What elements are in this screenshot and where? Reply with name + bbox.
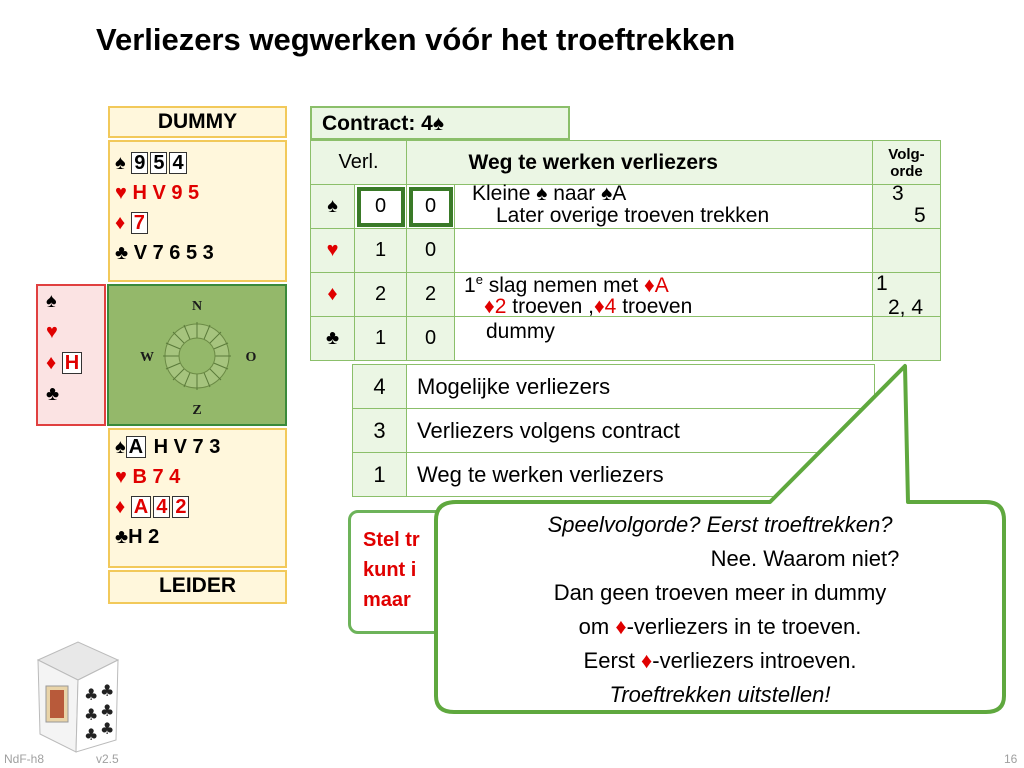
hint-box: Stel tr kunt i maar xyxy=(348,510,498,634)
heart-icon: ♥ xyxy=(115,466,127,488)
slide-title: Verliezers wegwerken vóór het troeftrekken xyxy=(96,22,736,57)
diamond-order-2: 2, 4 xyxy=(888,296,924,319)
suit-diamond: ♦ xyxy=(311,273,355,317)
dummy-label: DUMMY xyxy=(108,106,287,138)
diamond-icon: ♦ xyxy=(115,212,126,234)
leader-diamond-card: 4 xyxy=(153,496,170,518)
suit-club: ♣ xyxy=(311,317,355,361)
dummy-spade-card: 4 xyxy=(169,152,186,174)
svg-text:♣: ♣ xyxy=(100,701,115,720)
dummy-hearts: H V 9 5 xyxy=(132,182,200,204)
footer-version: v2.5 xyxy=(96,752,119,766)
heart-weg: 0 xyxy=(407,229,455,273)
spade-order-1: 3 xyxy=(892,182,904,205)
diamond-note-3: dummy xyxy=(486,320,555,343)
club-weg: 0 xyxy=(407,317,455,361)
callout-line: Dan geen troeven meer in dummy xyxy=(553,580,887,605)
leader-spade-card: A xyxy=(126,436,146,458)
summary-count: 1 xyxy=(353,453,407,497)
compass-east: O xyxy=(245,350,257,365)
footer-id: NdF-h8 xyxy=(4,752,45,766)
spade-note-2: Later overige troeven trekken xyxy=(496,204,770,227)
spade-icon: ♠ xyxy=(46,290,57,312)
leader-spades: H V 7 3 xyxy=(153,436,221,458)
suit-spade: ♠ xyxy=(311,185,355,229)
spade-note-1: Kleine ♠ naar ♠A xyxy=(472,182,627,205)
spade-icon: ♠ xyxy=(115,152,126,174)
summary-label: Verliezers volgens contract xyxy=(407,409,875,453)
heart-losers: 1 xyxy=(355,229,407,273)
summary-label: Mogelijke verliezers xyxy=(407,365,875,409)
compass-west: W xyxy=(140,350,154,365)
svg-text:♣: ♣ xyxy=(84,685,99,704)
header-verl: Verl. xyxy=(311,141,407,185)
heart-icon: ♥ xyxy=(115,182,127,204)
diamond-note-2: ♦2 troeven ,♦4 troeven xyxy=(484,295,693,318)
club-icon: ♣ xyxy=(115,526,129,548)
callout-line: Speelvolgorde? Eerst troeftrekken? xyxy=(547,512,893,537)
compass-south: Z xyxy=(192,403,202,418)
header-weg: Weg te werken verliezers xyxy=(455,141,873,185)
club-icon: ♣ xyxy=(115,242,129,264)
club-losers: 1 xyxy=(355,317,407,361)
club-icon: ♣ xyxy=(46,383,60,405)
dummy-diamond-card: 7 xyxy=(131,212,148,234)
leader-hearts: B 7 4 xyxy=(132,466,181,488)
svg-text:♣: ♣ xyxy=(84,705,99,724)
diamond-note-1: 1e slag nemen met ♦A xyxy=(464,272,669,297)
callout-line: om ♦-verliezers in te troeven. xyxy=(578,614,862,639)
leader-diamond-card: A xyxy=(131,496,151,518)
callout-line: Nee. Waarom niet? xyxy=(710,546,900,571)
summary-count: 4 xyxy=(353,365,407,409)
spade-losers: 0 xyxy=(355,185,407,229)
svg-text:♣: ♣ xyxy=(100,719,115,738)
dummy-clubs: V 7 6 5 3 xyxy=(133,242,214,264)
suit-heart: ♥ xyxy=(311,229,355,273)
diamond-weg: 2 xyxy=(407,273,455,317)
spade-weg: 0 xyxy=(407,185,455,229)
leader-label: LEIDER xyxy=(108,570,287,604)
dummy-spade-card: 5 xyxy=(150,152,167,174)
diamond-icon: ♦ xyxy=(46,352,57,374)
heart-icon: ♥ xyxy=(46,321,58,343)
summary-count: 3 xyxy=(353,409,407,453)
diamond-icon: ♦ xyxy=(115,496,126,518)
page-number: 16 xyxy=(1004,752,1018,766)
callout-line: Eerst ♦-verliezers introeven. xyxy=(583,648,857,673)
compass-north: N xyxy=(191,299,203,314)
leader-clubs: H 2 xyxy=(128,526,160,548)
svg-text:♣: ♣ xyxy=(84,725,99,744)
west-diamond-card: H xyxy=(62,352,82,374)
contract-label: Contract: 4♠ xyxy=(310,106,570,140)
diamond-order-1: 1 xyxy=(876,272,888,295)
spade-icon: ♠ xyxy=(115,436,126,458)
dummy-spade-card: 9 xyxy=(131,152,148,174)
card-house-logo xyxy=(18,630,138,760)
diamond-losers: 2 xyxy=(355,273,407,317)
leader-diamond-card: 2 xyxy=(172,496,189,518)
spade-order-2: 5 xyxy=(914,204,926,227)
callout-line: Troeftrekken uitstellen! xyxy=(609,682,831,707)
header-volgorde: Volg-orde xyxy=(873,141,941,185)
svg-text:♣: ♣ xyxy=(100,681,115,700)
summary-label: Weg te werken verliezers xyxy=(407,453,875,497)
callout-text xyxy=(436,508,1004,712)
